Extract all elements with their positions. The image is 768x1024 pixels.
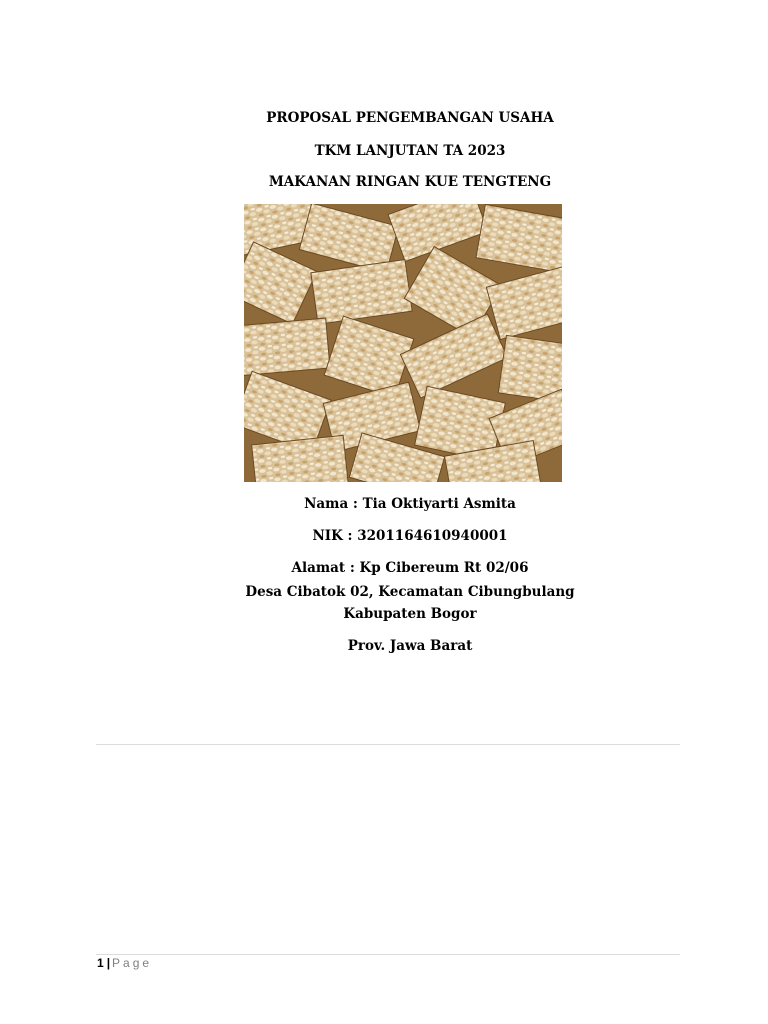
page-footer	[97, 955, 152, 971]
page-number: 1	[97, 956, 104, 970]
address-line-1: Alamat : Kp Cibereum Rt 02/06	[291, 560, 529, 576]
page-word: Page	[112, 956, 153, 970]
address-line-3: Kabupaten Bogor	[343, 606, 477, 622]
address-line-2: Desa Cibatok 02, Kecamatan Cibungbulang	[245, 584, 575, 600]
page-divider	[96, 744, 680, 745]
title-line-2: TKM LANJUTAN TA 2023	[314, 143, 506, 159]
owner-nik: NIK : 3201164610940001	[312, 528, 508, 544]
title-line-1: PROPOSAL PENGEMBANGAN USAHA	[266, 110, 554, 126]
owner-name: Nama : Tia Oktiyarti Asmita	[304, 496, 516, 512]
page-separator: |	[106, 956, 111, 970]
address-province: Prov. Jawa Barat	[347, 638, 473, 654]
cover-photo-kue-tengteng	[244, 204, 562, 482]
title-line-3: MAKANAN RINGAN KUE TENGTENG	[268, 174, 552, 190]
footer-divider	[96, 954, 680, 955]
